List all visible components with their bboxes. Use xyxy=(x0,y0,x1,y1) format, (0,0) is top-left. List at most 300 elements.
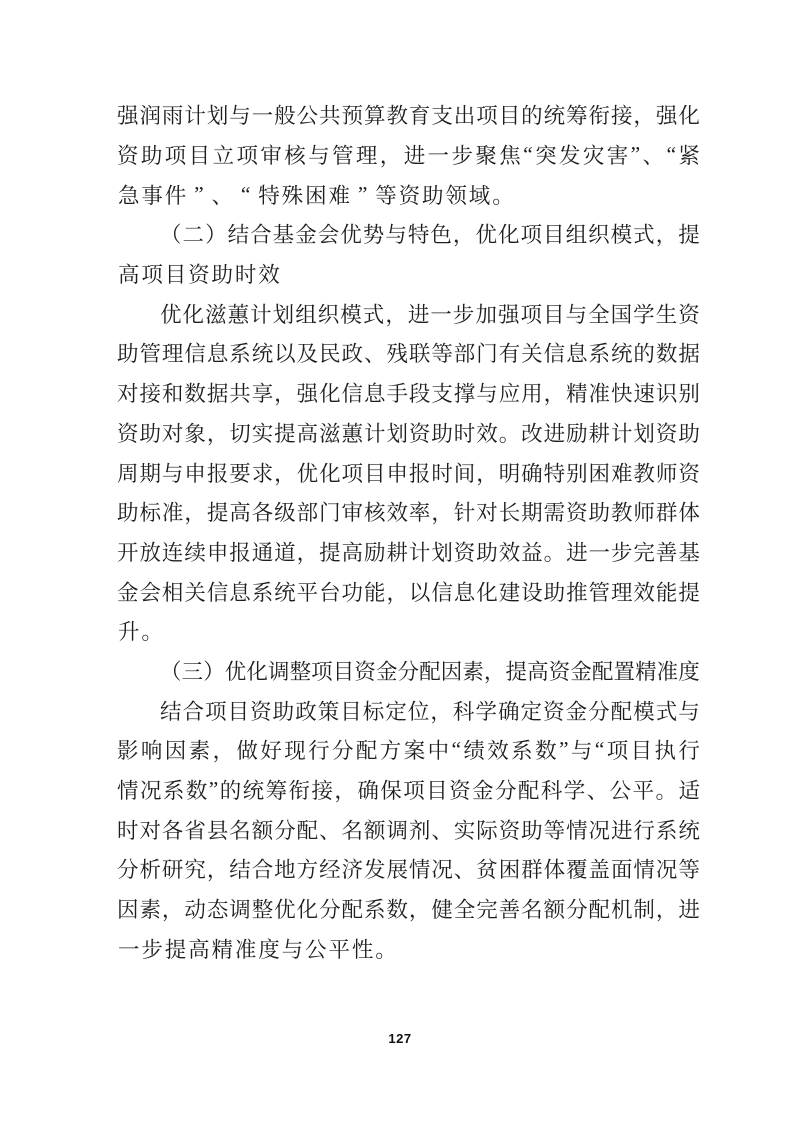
character: 享 xyxy=(251,382,274,407)
text-line xyxy=(117,690,700,730)
character: 优 xyxy=(340,223,362,248)
character: 项 xyxy=(311,659,333,684)
character: 进 xyxy=(610,818,633,843)
character: 调 xyxy=(267,659,290,684)
character: 强 xyxy=(117,104,139,129)
character: 接 xyxy=(139,382,161,407)
character: 优 xyxy=(274,898,296,923)
character: 度 xyxy=(678,659,700,684)
character: 一 xyxy=(430,302,452,327)
character: 以 xyxy=(274,342,296,367)
character: 确 xyxy=(357,779,379,804)
character: 关 xyxy=(521,342,543,367)
character: 实 xyxy=(251,421,274,446)
character: 县 xyxy=(206,818,229,843)
character: 民 xyxy=(319,342,341,367)
character: 群 xyxy=(655,501,678,526)
character: 励 xyxy=(363,540,386,565)
character: 助 xyxy=(117,501,139,526)
character: 学 xyxy=(563,779,586,804)
character: 应 xyxy=(498,382,521,407)
character: 困 xyxy=(305,183,327,208)
character: 提 xyxy=(274,421,296,446)
character: 等 xyxy=(375,183,397,208)
character: 对 xyxy=(117,382,139,407)
character: 申 xyxy=(386,461,408,486)
character: 信 xyxy=(206,580,229,605)
character: 衔 xyxy=(288,779,311,804)
character: 期 xyxy=(521,501,543,526)
character: 性 xyxy=(351,937,374,962)
character: 案 xyxy=(403,739,426,764)
character: 配 xyxy=(610,699,633,724)
character: ， xyxy=(633,104,655,129)
character: 息 xyxy=(363,382,386,407)
character: 贫 xyxy=(476,858,498,883)
character: 数 xyxy=(184,382,206,407)
character: 化 xyxy=(296,898,319,923)
character: ， xyxy=(274,461,296,486)
character: 平 xyxy=(328,937,350,962)
character: 项 xyxy=(236,144,258,169)
character: 化 xyxy=(182,302,205,327)
character: 理 xyxy=(355,144,378,169)
text-line xyxy=(117,452,700,492)
character: 高 xyxy=(188,937,210,962)
character: ， xyxy=(334,779,356,804)
character: 健 xyxy=(431,898,453,923)
character: 据 xyxy=(206,382,229,407)
character: 优 xyxy=(296,461,319,486)
character: 发 xyxy=(558,144,581,169)
character: 中 xyxy=(427,739,450,764)
character: 筹 xyxy=(566,104,588,129)
character: 分 xyxy=(494,779,517,804)
character: 开 xyxy=(117,540,139,565)
character: 灾 xyxy=(582,144,605,169)
character: 名 xyxy=(229,818,251,843)
character: 息 xyxy=(229,580,251,605)
text-line xyxy=(117,492,700,532)
text-block xyxy=(117,95,700,968)
character: 资 xyxy=(678,302,700,327)
character: 效 xyxy=(633,580,655,605)
character: 师 xyxy=(633,501,655,526)
character: 强 xyxy=(497,302,520,327)
character: 殊 xyxy=(281,183,304,208)
character: 式 xyxy=(655,699,678,724)
character: 保 xyxy=(380,779,402,804)
character: 滋 xyxy=(319,421,341,446)
character: 关 xyxy=(184,580,206,605)
page-number: 127 xyxy=(388,1031,412,1046)
character: 切 xyxy=(229,421,251,446)
character: 支 xyxy=(431,382,453,407)
character: 助 xyxy=(588,501,611,526)
character: 数 xyxy=(535,739,557,764)
character: ， xyxy=(483,659,506,684)
character: “ xyxy=(594,737,605,762)
character: 与 xyxy=(308,144,330,169)
character: 完 xyxy=(633,540,655,565)
character: 理 xyxy=(161,342,184,367)
character: 度 xyxy=(258,937,280,962)
character: 与 xyxy=(476,382,498,407)
character: 部 xyxy=(296,501,319,526)
character: 功 xyxy=(341,580,364,605)
character: 、 xyxy=(363,342,386,367)
character: 求 xyxy=(251,461,274,486)
character: 与 xyxy=(161,461,184,486)
character: 教 xyxy=(610,501,633,526)
character: 结 xyxy=(160,699,182,724)
character: 时 xyxy=(234,263,257,288)
character: 准 xyxy=(656,659,679,684)
character: 别 xyxy=(678,382,700,407)
character: 金 xyxy=(375,659,398,684)
character: 针 xyxy=(453,501,476,526)
character: 资 xyxy=(117,144,139,169)
character: 强 xyxy=(655,104,678,129)
character: 核 xyxy=(363,501,386,526)
character: 师 xyxy=(655,461,678,486)
character: 与 xyxy=(678,699,700,724)
character: 、 xyxy=(453,858,476,883)
character: “ xyxy=(523,142,533,167)
character: 特 xyxy=(543,461,566,486)
character: 一 xyxy=(588,540,611,565)
character: 助 xyxy=(117,342,139,367)
character: 、 xyxy=(431,818,453,843)
character: 手 xyxy=(386,382,408,407)
character: 效 xyxy=(258,263,280,288)
character: 长 xyxy=(498,501,521,526)
character: 级 xyxy=(274,501,296,526)
character: 率 xyxy=(408,501,431,526)
text-line xyxy=(117,333,700,373)
character: 残 xyxy=(386,342,408,367)
character: ” xyxy=(630,142,641,167)
character: 策 xyxy=(317,699,340,724)
character: 加 xyxy=(475,302,497,327)
character: 体 xyxy=(543,858,566,883)
character: 体 xyxy=(678,501,700,526)
character: 出 xyxy=(453,104,476,129)
character: 结 xyxy=(229,858,251,883)
character: 共 xyxy=(319,104,341,129)
character: 数 xyxy=(185,779,208,804)
character: 联 xyxy=(408,342,431,367)
character: 资 xyxy=(250,699,272,724)
character: ， xyxy=(476,461,498,486)
character: 情 xyxy=(408,858,431,883)
character: 等 xyxy=(678,858,700,883)
character: 项 xyxy=(476,104,498,129)
character: ， xyxy=(161,898,184,923)
character: 能 xyxy=(655,580,678,605)
character: 公 xyxy=(296,104,319,129)
character: 助 xyxy=(543,580,566,605)
character: （ xyxy=(160,223,182,248)
character: 适 xyxy=(678,779,700,804)
character: 盖 xyxy=(588,858,611,883)
character: 织 xyxy=(588,223,610,248)
character: 信 xyxy=(431,580,453,605)
character: 快 xyxy=(610,382,633,407)
character: 合 xyxy=(251,858,274,883)
character: 计 xyxy=(363,421,386,446)
character: 目 xyxy=(498,104,521,129)
character: 金 xyxy=(565,699,588,724)
character: 提 xyxy=(678,223,700,248)
character: 管 xyxy=(332,144,354,169)
character: 统 xyxy=(242,779,265,804)
character: 提 xyxy=(164,937,187,962)
character: 要 xyxy=(229,461,251,486)
character: 项 xyxy=(520,302,543,327)
text-line xyxy=(117,293,700,333)
character: 行 xyxy=(678,739,700,764)
character: 时 xyxy=(453,421,476,446)
character: 确 xyxy=(521,461,543,486)
character: 提 xyxy=(505,659,528,684)
character: 划 xyxy=(431,540,453,565)
character: 系 xyxy=(588,342,611,367)
character: 一 xyxy=(117,937,140,962)
character: 报 xyxy=(229,540,251,565)
character: 放 xyxy=(139,540,161,565)
character: 完 xyxy=(476,898,498,923)
character: 能 xyxy=(363,580,386,605)
character: 等 xyxy=(431,342,453,367)
character: 。 xyxy=(141,620,163,645)
character: 筹 xyxy=(265,779,288,804)
character: 息 xyxy=(206,342,229,367)
character: 行 xyxy=(633,818,655,843)
character: 际 xyxy=(476,818,498,843)
character: 数 xyxy=(655,342,678,367)
character: 系 xyxy=(251,580,274,605)
character: “ xyxy=(451,737,462,762)
text-line xyxy=(117,849,700,889)
character: 各 xyxy=(251,501,274,526)
character: 标 xyxy=(362,699,385,724)
character: 雨 xyxy=(161,104,184,129)
character: 学 xyxy=(633,302,655,327)
character: 道 xyxy=(274,540,296,565)
character: 分 xyxy=(117,858,139,883)
character: ， xyxy=(430,699,452,724)
character: 和 xyxy=(161,382,184,407)
character: 方 xyxy=(296,858,319,883)
text-line xyxy=(117,373,700,413)
character: 况 xyxy=(655,858,678,883)
character: 生 xyxy=(655,302,678,327)
character: 结 xyxy=(227,223,250,248)
character: 精 xyxy=(635,659,657,684)
character: 据 xyxy=(678,342,700,367)
character: 目 xyxy=(164,263,187,288)
character: 好 xyxy=(260,739,282,764)
character: 统 xyxy=(251,342,274,367)
character: 润 xyxy=(139,104,161,129)
character: 周 xyxy=(117,461,139,486)
text-line xyxy=(117,571,700,611)
character: 信 xyxy=(184,342,206,367)
character: 助 xyxy=(422,183,444,208)
character: 进 xyxy=(543,421,566,446)
character: ） xyxy=(203,659,225,684)
character: 素 xyxy=(139,898,161,923)
character: 报 xyxy=(408,461,431,486)
character: 进 xyxy=(403,144,426,169)
character: 分 xyxy=(319,898,341,923)
character: 精 xyxy=(211,937,234,962)
character: 高 xyxy=(117,263,140,288)
character: 设 xyxy=(521,580,543,605)
character: 金 xyxy=(472,779,494,804)
character: 预 xyxy=(341,104,364,129)
character: 济 xyxy=(341,858,364,883)
character: ， xyxy=(431,501,453,526)
character: 基 xyxy=(272,223,295,248)
character: 化 xyxy=(476,580,498,605)
character: 突 xyxy=(535,144,557,169)
character: 助 xyxy=(272,699,295,724)
character: 素 xyxy=(188,739,211,764)
character: 。 xyxy=(492,183,514,208)
character: 件 xyxy=(164,183,187,208)
character: 资 xyxy=(453,540,476,565)
character: 国 xyxy=(610,302,633,327)
character: 公 xyxy=(609,779,632,804)
character: 进 xyxy=(566,540,588,565)
character: 势 xyxy=(362,223,385,248)
character: 情 xyxy=(117,779,139,804)
character: 与 xyxy=(565,302,588,327)
character: 划 xyxy=(633,421,655,446)
character: 建 xyxy=(498,580,521,605)
character: 提 xyxy=(319,540,341,565)
character: 地 xyxy=(274,858,296,883)
character: “ xyxy=(240,181,251,206)
character: 学 xyxy=(475,699,497,724)
character: 一 xyxy=(251,104,274,129)
character: 配 xyxy=(588,898,611,923)
character: 立 xyxy=(212,144,235,169)
character: ” xyxy=(357,181,368,206)
character: 绩 xyxy=(463,739,485,764)
character: 步 xyxy=(141,937,163,962)
character: 计 xyxy=(610,421,633,446)
character: 息 xyxy=(453,580,476,605)
character: 信 xyxy=(341,382,364,407)
character: 步 xyxy=(610,540,633,565)
character: 织 xyxy=(317,302,340,327)
character: 连 xyxy=(161,540,184,565)
character: 析 xyxy=(139,858,161,883)
character: 系 xyxy=(229,342,251,367)
character: 全 xyxy=(588,302,610,327)
character: 域 xyxy=(468,183,491,208)
character: 系 xyxy=(363,898,386,923)
character: 金 xyxy=(570,659,592,684)
character: 明 xyxy=(498,461,521,486)
character: ， xyxy=(379,144,402,169)
character: 助 xyxy=(139,421,161,446)
text-line xyxy=(117,95,700,135)
character: 因 xyxy=(440,659,463,684)
character: 教 xyxy=(633,461,655,486)
character: 。 xyxy=(498,421,521,446)
character: 需 xyxy=(543,501,566,526)
character: 响 xyxy=(140,739,163,764)
character: 善 xyxy=(498,898,521,923)
character: 耕 xyxy=(386,540,408,565)
character: 剂 xyxy=(408,818,431,843)
character: 政 xyxy=(341,342,364,367)
character: 报 xyxy=(206,461,229,486)
character: ， xyxy=(296,540,319,565)
character: 、 xyxy=(642,144,665,169)
character: 善 xyxy=(655,540,678,565)
character: 资 xyxy=(498,818,521,843)
character: 模 xyxy=(340,302,362,327)
character: 。 xyxy=(375,937,397,962)
character: 平 xyxy=(632,779,655,804)
character: 科 xyxy=(452,699,475,724)
character: 机 xyxy=(610,898,633,923)
character: 整 xyxy=(289,659,312,684)
character: 化 xyxy=(246,659,268,684)
character: 。 xyxy=(543,540,566,565)
text-line xyxy=(117,928,700,968)
character: 组 xyxy=(295,302,317,327)
character: 期 xyxy=(139,461,161,486)
character: 息 xyxy=(566,342,588,367)
character: 高 xyxy=(296,421,319,446)
character: 化 xyxy=(497,223,520,248)
character: 二 xyxy=(182,223,205,248)
character: 速 xyxy=(633,382,655,407)
character: 目 xyxy=(630,739,653,764)
character: 统 xyxy=(274,580,296,605)
character: 资 xyxy=(566,501,588,526)
character: 究 xyxy=(184,858,206,883)
character: ， xyxy=(206,858,229,883)
character: 效 xyxy=(386,501,408,526)
character: 项 xyxy=(141,263,163,288)
character: 升 xyxy=(117,620,140,645)
character: 公 xyxy=(305,937,327,962)
character: 发 xyxy=(363,858,386,883)
character: 对 xyxy=(476,501,498,526)
character: 整 xyxy=(251,898,274,923)
character: 特 xyxy=(407,223,430,248)
character: 影 xyxy=(117,739,139,764)
character: 助 xyxy=(431,421,453,446)
character: 用 xyxy=(521,382,543,407)
character: 计 xyxy=(250,302,272,327)
character: 名 xyxy=(521,898,543,923)
character: 耕 xyxy=(588,421,611,446)
character: 全 xyxy=(453,898,476,923)
character: 化 xyxy=(678,104,700,129)
character: 调 xyxy=(229,898,251,923)
character: 况 xyxy=(431,858,453,883)
character: 与 xyxy=(570,739,593,764)
character: 确 xyxy=(497,699,520,724)
